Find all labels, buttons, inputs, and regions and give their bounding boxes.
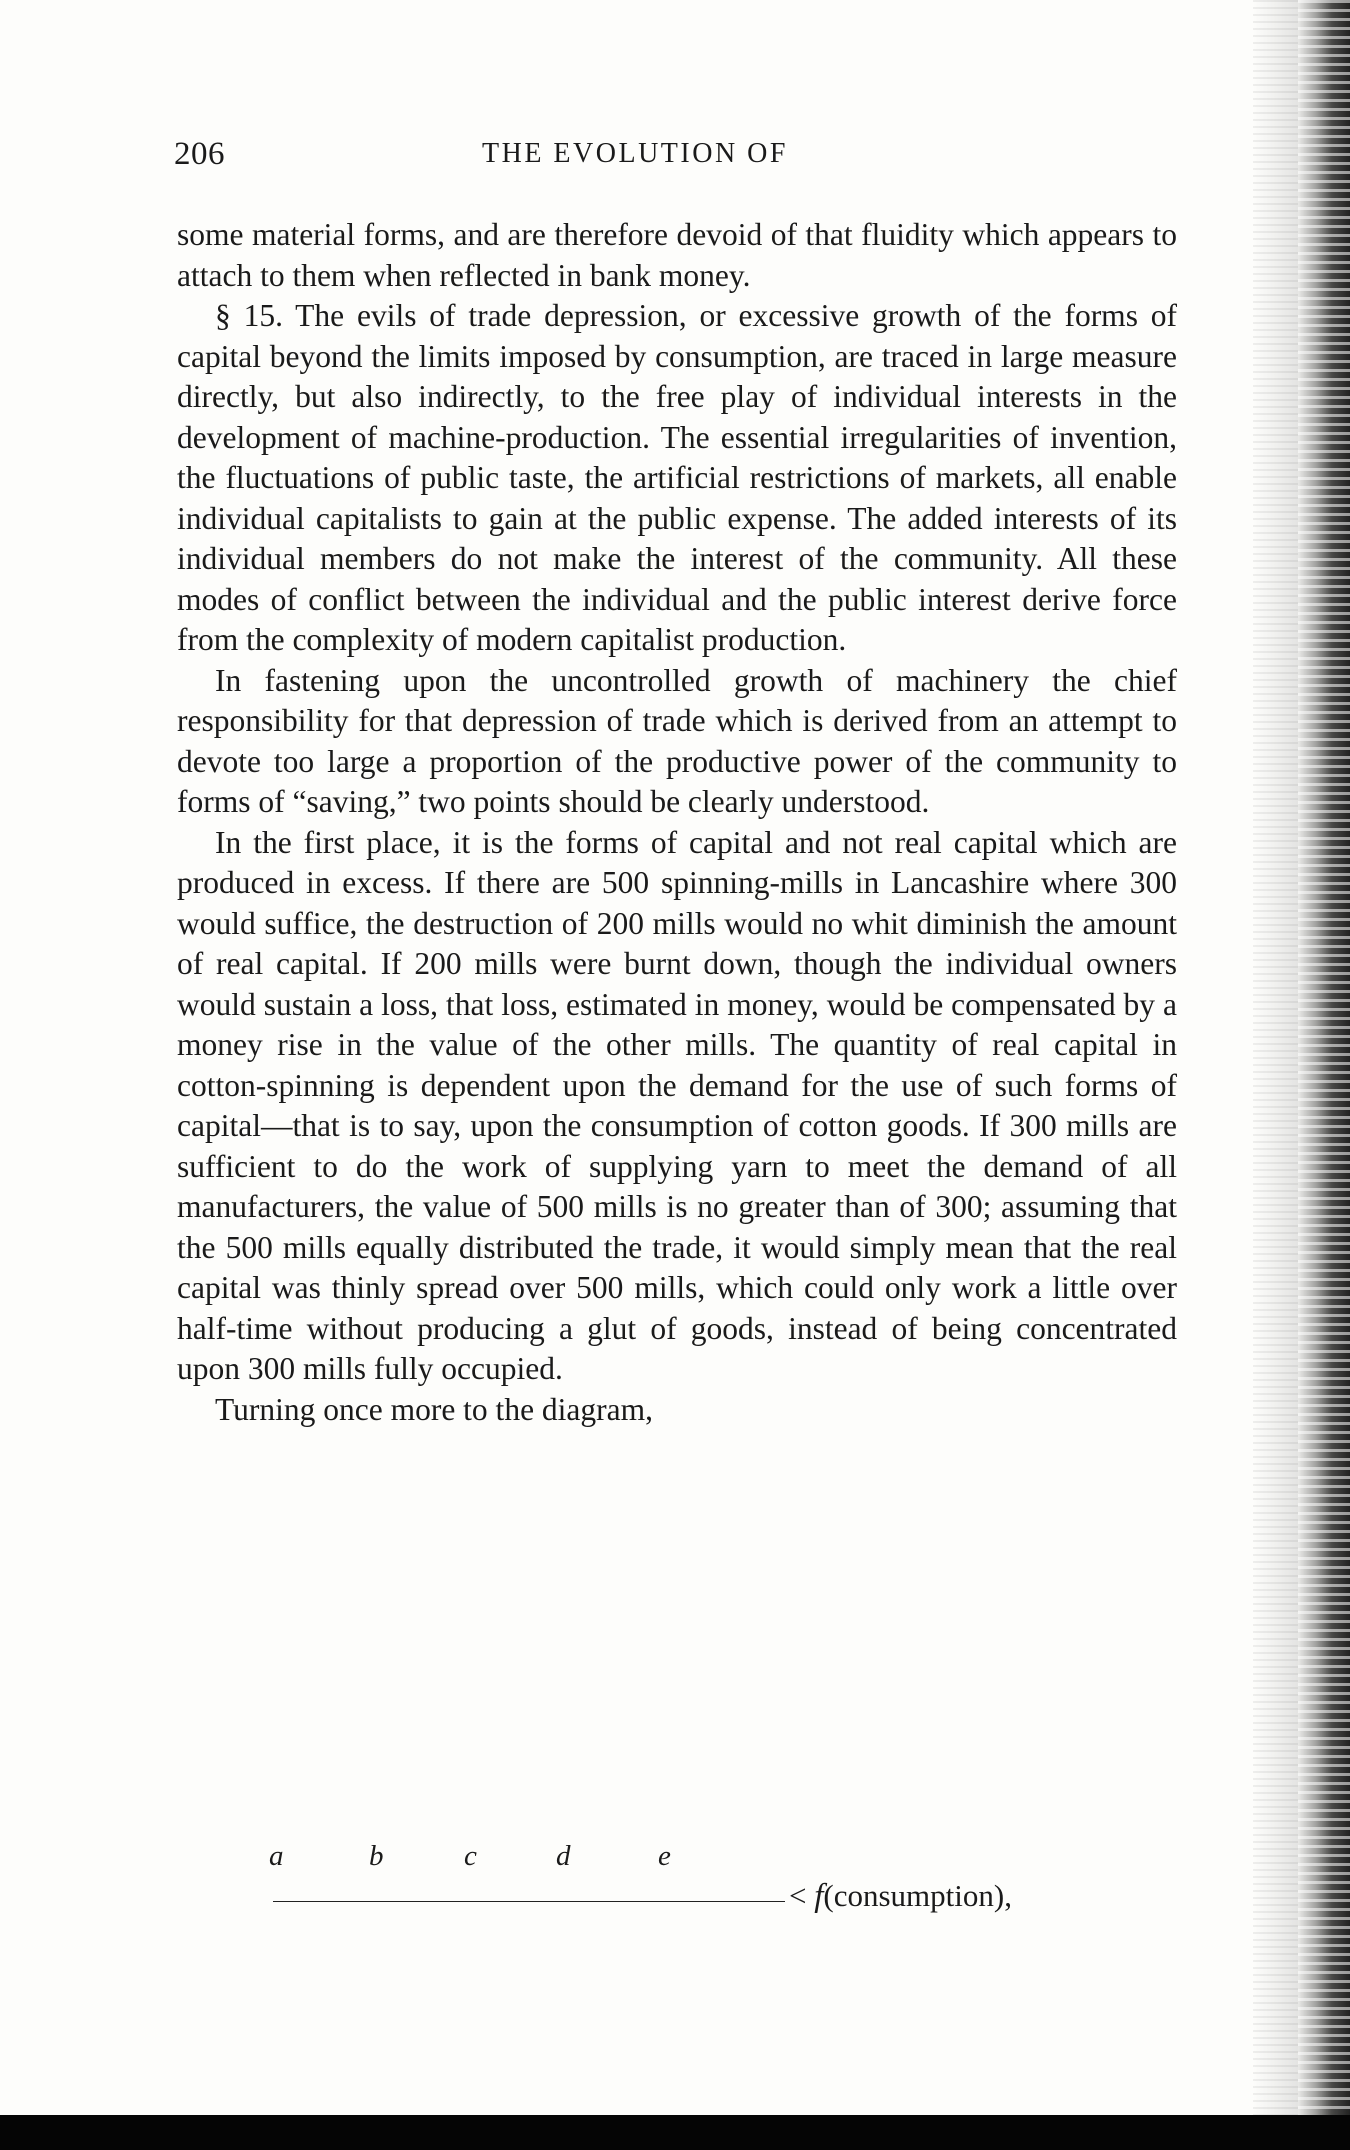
consumption-diagram <box>265 1840 1165 1930</box>
page-number: 206 <box>174 136 225 172</box>
diagram-line <box>273 1901 785 1902</box>
diagram-letter-d: d <box>556 1840 571 1872</box>
page-edge-shadow <box>1253 0 1298 2115</box>
diagram-letter-a: a <box>269 1840 284 1872</box>
body-text <box>177 215 1177 1430</box>
paragraph: Turning once more to the diagram, <box>215 1391 654 1427</box>
diagram-arrow: < <box>789 1878 807 1913</box>
scan-border-bottom <box>0 2115 1350 2150</box>
diagram-letter-e: e <box>658 1840 671 1872</box>
page-edge <box>1298 0 1350 2115</box>
running-title: THE EVOLUTION OF <box>482 138 788 169</box>
paragraph: some material forms, and are therefore devoid of that fluidity which appears to attach to them when reflected in bank money. <box>177 217 1177 293</box>
diagram-consumption-label: (consumption), <box>823 1878 1012 1913</box>
diagram-end-label <box>789 1878 1012 1915</box>
diagram-letter-b: b <box>369 1840 384 1872</box>
diagram-letter-f: f <box>814 1878 824 1914</box>
diagram-letter-c: c <box>464 1840 477 1872</box>
running-head <box>174 136 874 176</box>
paragraph: § 15. The evils of trade depression, or excessive growth of the forms of capital beyond the limits imposed by consumption, are traced in large measure directly, but also indirectly, to the free play of individual interests in the development of machine-production. The essential irregularities of invention, the fluctuations of public taste, the artificial restrictions of markets, all enable individual capitalists to gain at the public expense. The added interests of its individual members do not make the interest of the community. All these modes of conflict between the individual and the public interest derive force from the complexity of modern capitalist production. <box>177 298 1177 657</box>
paragraph: In fastening upon the uncontrolled growth of machinery the chief responsibility for that depression of trade which is derived from an attempt to devote too large a proportion of the productive power of the community to forms of “saving,” two points should be clearly understood. <box>177 662 1177 819</box>
paragraph: In the first place, it is the forms of capital and not real capital which are produced in excess. If there are 500 spinning-mills in Lancashire where 300 would suffice, the destruction of 200 mills would no whit diminish the amount of real capital. If 200 mills were burnt down, though the individual owners would sustain a loss, that loss, estimated in money, would be compensated by a money rise in the value of the other mills. The quantity of real capital in cotton-spinning is dependent upon the demand for the use of such forms of capital—that is to say, upon the consumption of cotton goods. If 300 mills are sufficient to do the work of supplying yarn to meet the demand of all manufacturers, the value of 500 mills is no greater than of 300; assuming that the 500 mills equally distributed the trade, it would simply mean that the real capital was thinly spread over 500 mills, which could only work a little over half-time without producing a glut of goods, instead of being concentrated upon 300 mills fully occupied. <box>177 824 1177 1386</box>
